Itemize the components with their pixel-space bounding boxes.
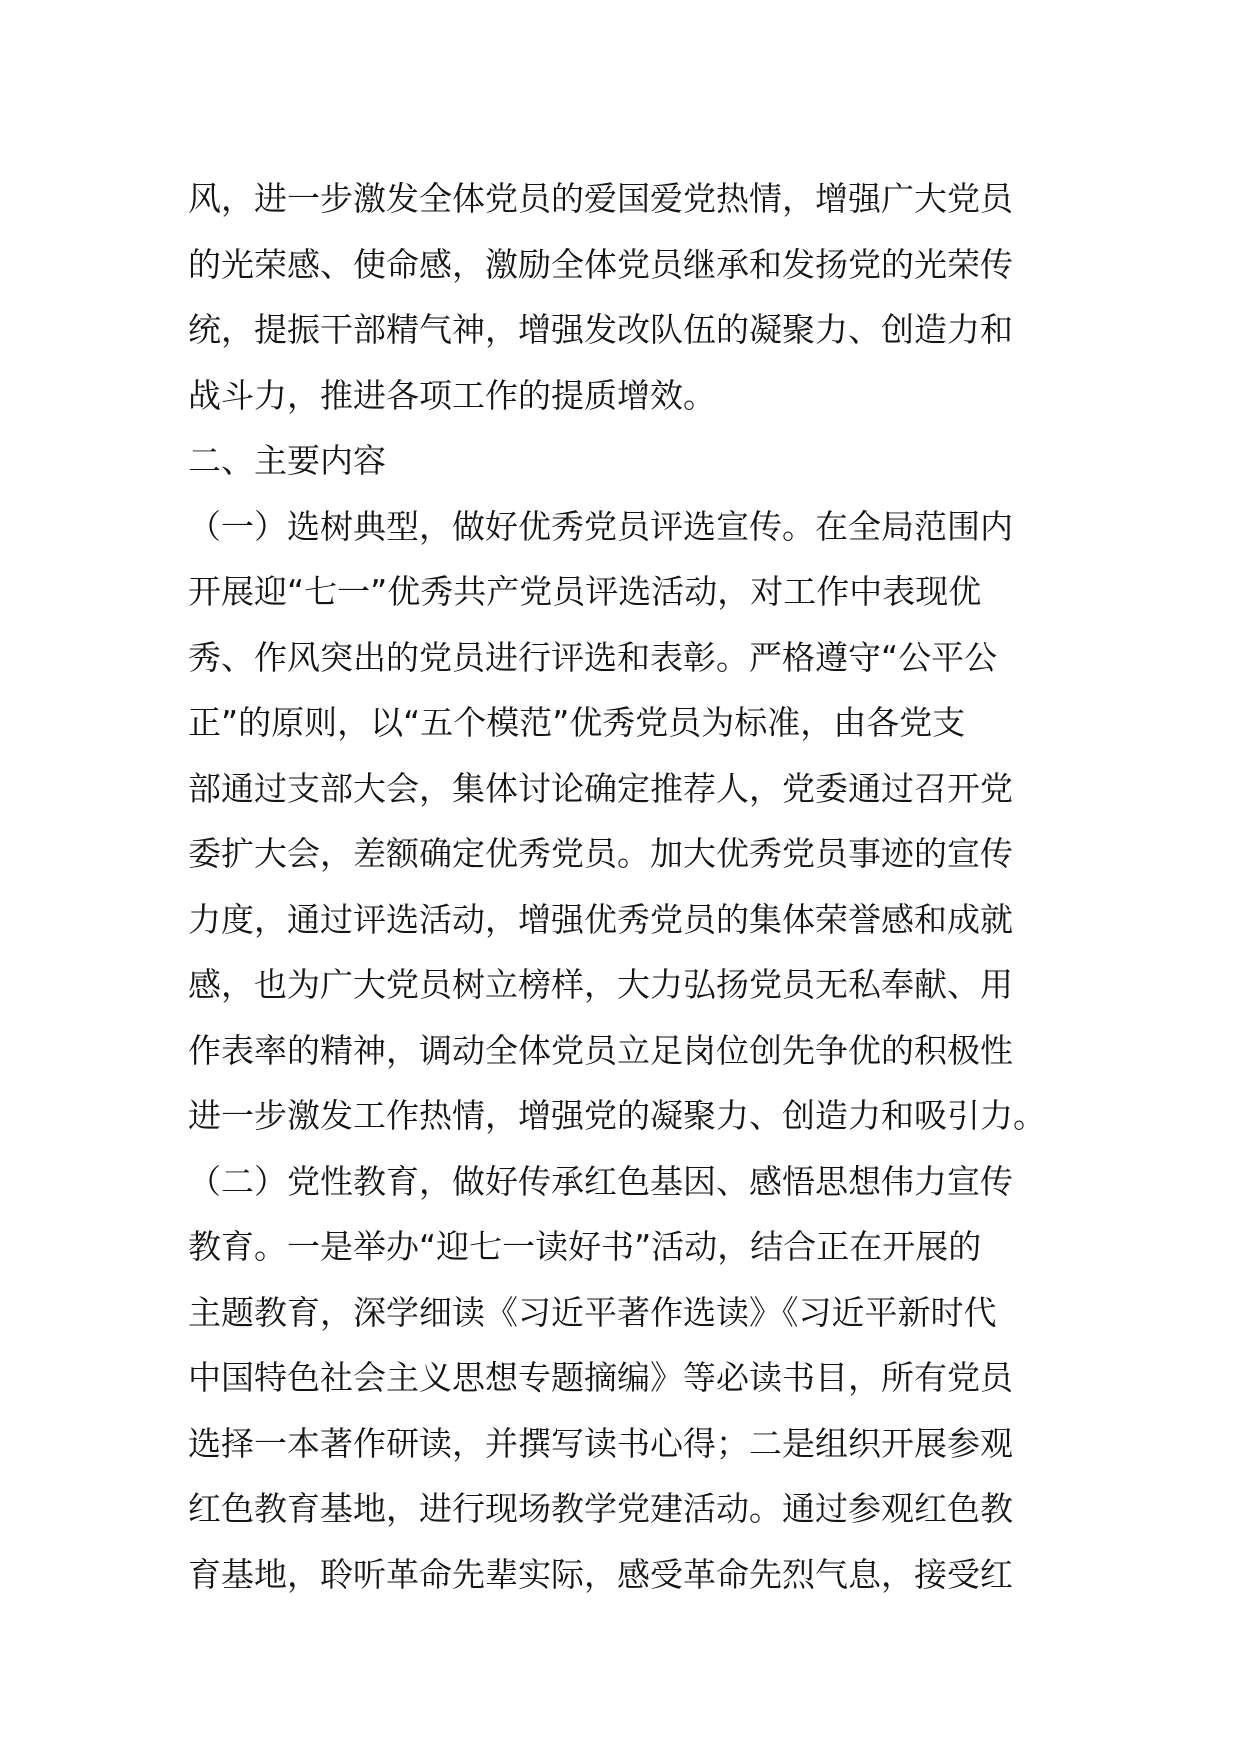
text-line: 委扩大会，差额确定优秀党员。加大优秀党员事迹的宣传	[188, 834, 1013, 873]
text-line: 感，也为广大党员树立榜样，大力弘扬党员无私奉献、用	[188, 965, 1013, 1004]
text-line: 战斗力，推进各项工作的提质增效。	[188, 375, 716, 415]
text-line: （一）选树典型，做好优秀党员评选宣传。在全局范围内	[188, 506, 1013, 546]
text-line: 风，进一步激发全体党员的爱国爱党热情，增强广大党员	[188, 179, 1013, 218]
text-line: 正”的原则，以“五个模范”优秀党员为标准，由各党支	[188, 703, 966, 742]
text-line: 主题教育，深学细读《习近平著作选读》《习近平新时代	[188, 1292, 997, 1332]
text-line: （二）党性教育，做好传承红色基因、感悟思想伟力宣传	[188, 1161, 1013, 1201]
text-line: 开展迎“七一”优秀共产党员评选活动，对工作中表现优	[188, 572, 982, 611]
text-line: 教育。一是举办“迎七一读好书”活动，结合正在开展的	[188, 1227, 982, 1266]
text-line: 选择一本著作研读，并撰写读书心得；二是组织开展参观	[188, 1423, 1013, 1463]
text-line: 力度，通过评选活动，增强优秀党员的集体荣誉感和成就	[188, 899, 1013, 939]
text-line: 作表率的精神，调动全体党员立足岗位创先争优的积极性	[188, 1030, 1013, 1070]
text-line: 红色教育基地，进行现场教学党建活动。通过参观红色教	[188, 1489, 1013, 1528]
text-line: 进一步激发工作热情，增强党的凝聚力、创造力和吸引力。	[188, 1096, 1046, 1135]
text-line: 统，提振干部精气神，增强发改队伍的凝聚力、创造力和	[188, 310, 1013, 349]
section-heading: 二、主要内容	[188, 441, 386, 480]
document-body	[188, 166, 1058, 1607]
text-line: 中国特色社会主义思想专题摘编》等必读书目，所有党员	[188, 1358, 1013, 1397]
text-line: 秀、作风突出的党员进行评选和表彰。严格遵守“公平公	[188, 637, 998, 677]
text-line: 的光荣感、使命感，激励全体党员继承和发扬党的光荣传	[188, 244, 1013, 284]
text-line: 部通过支部大会，集体讨论确定推荐人，党委通过召开党	[188, 768, 1013, 808]
text-line: 育基地，聆听革命先辈实际，感受革命先烈气息，接受红	[188, 1554, 1013, 1594]
